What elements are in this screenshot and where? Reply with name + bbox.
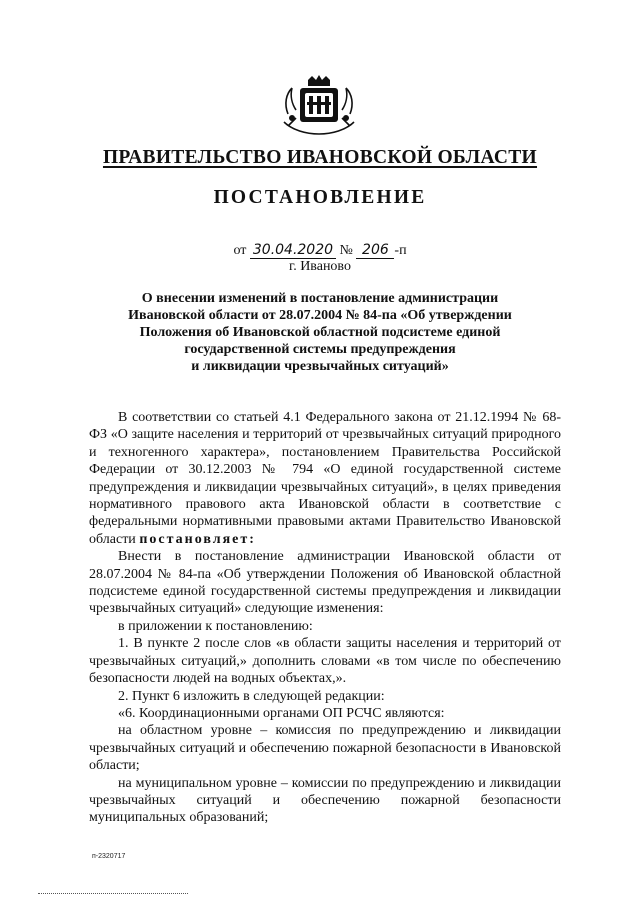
subject-line: Положения об Ивановской областной подсистеме единой <box>139 325 501 340</box>
document-code: п-2320717 <box>92 853 126 860</box>
body-paragraph: на муниципальном уровне – комиссии по предупреждению и ликвидации чрезвычайных ситуаций и обеспечению пожарной безопасности муниципальных образований; <box>89 775 561 826</box>
subject-line: государственной системы предупреждения <box>184 342 456 357</box>
body-paragraph: 1. В пункте 2 после слов «в области защиты населения и территорий от чрезвычайных ситуаций,» дополнить словами «в том числе по обеспечению безопасности людей на водных объектах,». <box>89 636 561 687</box>
document-type: ПОСТАНОВЛЕНИЕ <box>213 187 427 208</box>
resolution-keyword: постановляет: <box>139 531 256 547</box>
government-title: ПРАВИТЕЛЬСТВО ИВАНОВСКОЙ ОБЛАСТИ <box>102 147 538 168</box>
subject-line: Ивановской области от 28.07.2004 № 84-па «Об утверждении <box>128 308 512 323</box>
subject-line: О внесении изменений в постановление администрации <box>141 291 499 306</box>
number-label: № <box>339 243 353 258</box>
body-paragraph: на областном уровне – комиссия по предупреждению и ликвидации чрезвычайных ситуаций и обеспечению пожарной безопасности в Ивановской области; <box>89 723 561 774</box>
document-body <box>89 409 561 827</box>
scan-artifact <box>38 893 188 897</box>
coat-of-arms-emblem <box>278 74 360 136</box>
document-subject <box>120 290 520 375</box>
preamble-paragraph: В соответствии со статьей 4.1 Федерального закона от 21.12.1994 № 68-ФЗ «О защите населения и территорий от чрезвычайных ситуаций природного и техногенного характера», постановлением Правительства Российской Федерации от 30.12.2003 № 794 «О единой государственной системе предупреждения и ликвидации чрезвычайных ситуаций», в целях приведения нормативного правового акта Ивановской области в соответствие с федеральными нормативными правовыми актами Правительство Ивановской области постановляет: <box>89 410 561 547</box>
document-city: г. Иваново <box>289 259 351 274</box>
date-number-line <box>0 242 640 259</box>
body-paragraph: Внести в постановление администрации Ивановской области от 28.07.2004 № 84-па «Об утверждении Положения об Ивановской областной подсистеме единой государственной системы предупреждения и ликвидации чрезвычайных ситуаций» следующие изменения: <box>89 549 561 617</box>
body-paragraph: в приложении к постановлению: <box>118 618 313 634</box>
document-date: 30.04.2020 <box>250 242 336 259</box>
body-paragraph: «6. Координационными органами ОП РСЧС являются: <box>118 705 445 721</box>
subject-line: и ликвидации чрезвычайных ситуаций» <box>191 359 449 374</box>
number-suffix: -п <box>394 243 407 258</box>
date-from-label: от <box>233 243 247 258</box>
document-number: 206 <box>356 242 394 259</box>
body-paragraph: 2. Пункт 6 изложить в следующей редакции: <box>118 688 385 704</box>
